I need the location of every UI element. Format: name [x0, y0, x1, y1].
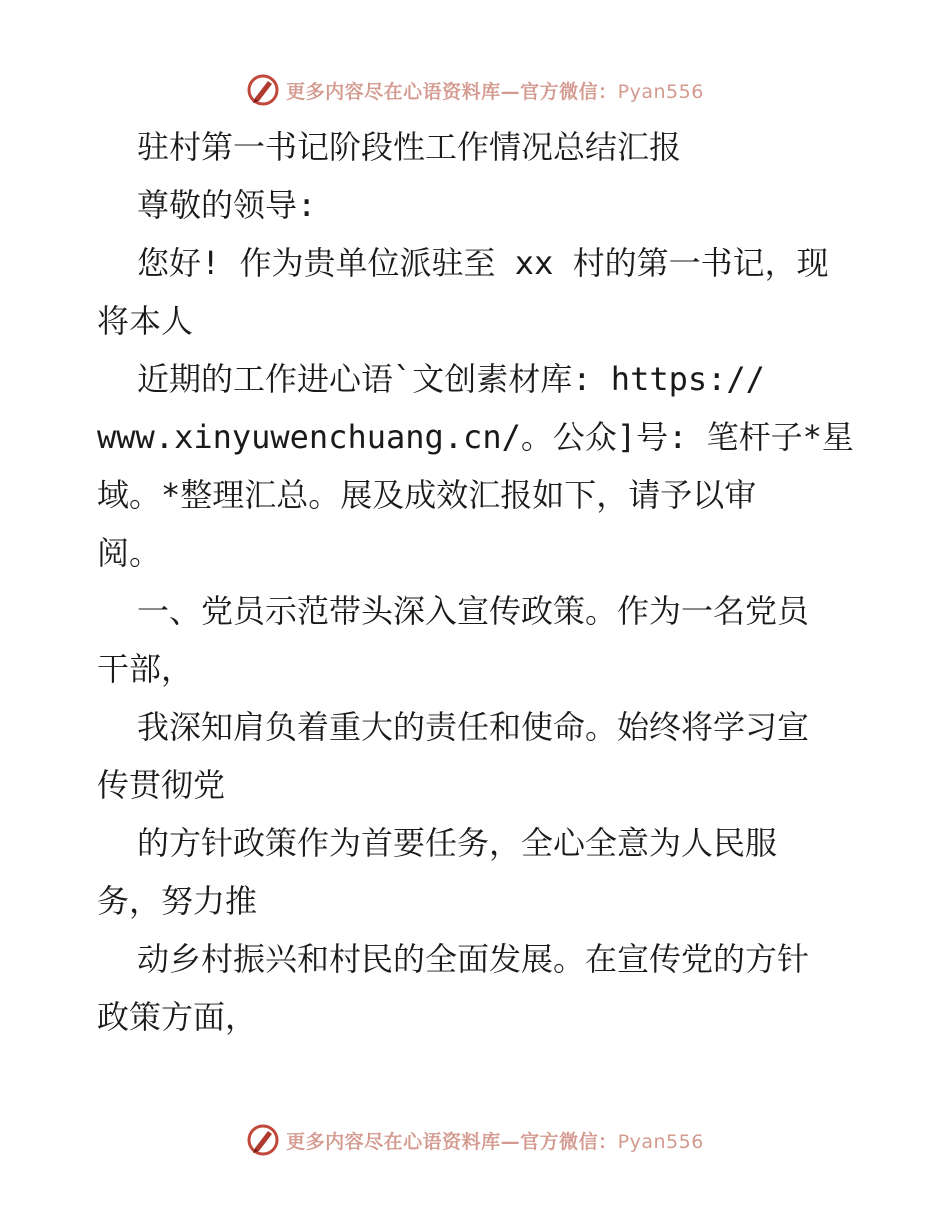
section-heading-line: 一、党员示范带头深入宣传政策。作为一名党员: [137, 592, 810, 630]
salutation: 尊敬的领导:: [137, 186, 317, 224]
paragraph-line: www.xinyuwenchuang.cn/。公众]号: 笔杆子*星: [97, 418, 854, 456]
header-wechat-id: Pyan556: [617, 80, 704, 103]
paragraph-line: 将本人: [97, 302, 194, 340]
paragraph-line: 政策方面，: [97, 998, 258, 1036]
header-banner-text: [286, 77, 704, 104]
paragraph-line: 近期的工作进心语`文创素材库: https://: [137, 360, 765, 398]
paragraph-line: 传贯彻党: [97, 766, 226, 804]
header-banner: [0, 70, 950, 110]
paragraph-line: 域。*整理汇总。展及成效汇报如下，请予以审: [97, 476, 757, 514]
paragraph-line: 阅。: [97, 534, 162, 572]
paragraph-line: 务，努力推: [97, 882, 258, 920]
footer-banner: [0, 1120, 950, 1160]
document-title: 驻村第一书记阶段性工作情况总结汇报: [137, 128, 682, 166]
paragraph-line: 干部，: [97, 650, 194, 688]
paragraph-line: 的方针政策作为首要任务，全心全意为人民服: [137, 824, 778, 862]
footer-banner-text: [286, 1127, 704, 1154]
paragraph-line: 您好! 作为贵单位派驻至 xx 村的第一书记，现: [137, 244, 829, 282]
footer-wechat-id: Pyan556: [617, 1130, 704, 1153]
paragraph-line: 动乡村振兴和村民的全面发展。在宣传党的方针: [137, 940, 810, 978]
pen-logo-icon: [246, 1123, 280, 1157]
pen-logo-icon: [246, 73, 280, 107]
document-body: [97, 118, 857, 1046]
paragraph-line: 我深知肩负着重大的责任和使命。始终将学习宣: [137, 708, 810, 746]
footer-banner-label: 更多内容尽在心语资料库—官方微信：: [286, 1130, 618, 1153]
header-banner-label: 更多内容尽在心语资料库—官方微信：: [286, 80, 618, 103]
